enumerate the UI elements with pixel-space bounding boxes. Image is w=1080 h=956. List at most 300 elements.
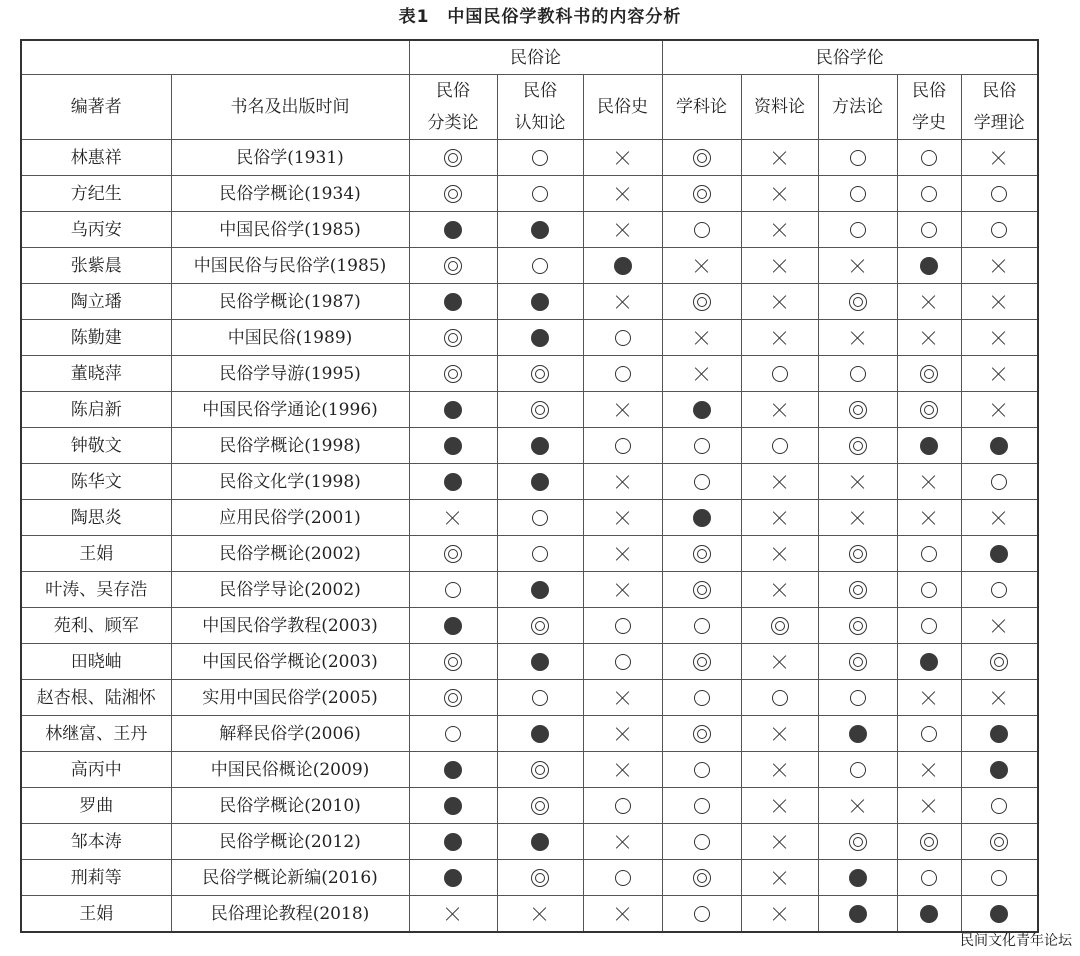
cross-icon xyxy=(616,691,630,705)
mark-cell xyxy=(409,320,497,356)
cross-icon xyxy=(773,655,787,669)
cross-icon xyxy=(773,475,787,489)
table-row xyxy=(21,284,1038,320)
open-circle-icon xyxy=(694,762,710,778)
mark-cell xyxy=(897,644,961,680)
open-circle-icon xyxy=(615,618,631,634)
mark-cell xyxy=(409,572,497,608)
author-cell: 陶思炎 xyxy=(21,500,171,536)
cross-icon xyxy=(922,799,936,813)
mark-cell xyxy=(897,392,961,428)
mark-cell xyxy=(409,752,497,788)
table-row xyxy=(21,788,1038,824)
table-row xyxy=(21,680,1038,716)
mark-cell xyxy=(897,140,961,176)
book-cell: 中国民俗学概论(2003) xyxy=(171,644,409,680)
double-circle-icon xyxy=(990,833,1008,851)
book-cell: 民俗学(1931) xyxy=(171,140,409,176)
author-cell: 赵杏根、陆湘怀 xyxy=(21,680,171,716)
book-cell: 民俗学概论新编(2016) xyxy=(171,860,409,896)
mark-cell xyxy=(741,320,818,356)
mark-cell xyxy=(818,248,897,284)
mark-cell xyxy=(497,212,583,248)
mark-cell xyxy=(961,896,1038,933)
mark-cell xyxy=(818,356,897,392)
open-circle-icon xyxy=(694,690,710,706)
open-circle-icon xyxy=(850,690,866,706)
mark-cell xyxy=(409,644,497,680)
author-cell: 林继富、王丹 xyxy=(21,716,171,752)
cross-icon xyxy=(773,511,787,525)
mark-cell xyxy=(497,860,583,896)
cross-icon xyxy=(773,871,787,885)
open-circle-icon xyxy=(991,474,1007,490)
open-circle-icon xyxy=(772,438,788,454)
mark-cell xyxy=(818,716,897,752)
table-row xyxy=(21,572,1038,608)
double-circle-icon xyxy=(444,545,462,563)
mark-cell xyxy=(409,608,497,644)
open-circle-icon xyxy=(850,762,866,778)
filled-circle-icon xyxy=(531,725,549,743)
cross-icon xyxy=(773,799,787,813)
book-cell: 民俗学导游(1995) xyxy=(171,356,409,392)
open-circle-icon xyxy=(615,330,631,346)
mark-cell xyxy=(818,752,897,788)
cross-icon xyxy=(616,511,630,525)
mark-cell xyxy=(741,536,818,572)
open-circle-icon xyxy=(921,546,937,562)
open-circle-icon xyxy=(532,258,548,274)
double-circle-icon xyxy=(920,365,938,383)
double-circle-icon xyxy=(849,293,867,311)
open-circle-icon xyxy=(850,186,866,202)
mark-cell xyxy=(897,572,961,608)
mark-cell xyxy=(818,212,897,248)
author-cell: 叶涛、吴存浩 xyxy=(21,572,171,608)
mark-cell xyxy=(662,176,741,212)
author-cell: 张紫晨 xyxy=(21,248,171,284)
cross-icon xyxy=(773,331,787,345)
mark-cell xyxy=(961,320,1038,356)
cross-icon xyxy=(992,295,1006,309)
filled-circle-icon xyxy=(444,761,462,779)
author-cell: 林惠祥 xyxy=(21,140,171,176)
mark-cell xyxy=(961,284,1038,320)
book-cell: 中国民俗概论(2009) xyxy=(171,752,409,788)
filled-circle-icon xyxy=(531,329,549,347)
mark-cell xyxy=(961,680,1038,716)
open-circle-icon xyxy=(694,798,710,814)
book-cell: 中国民俗学教程(2003) xyxy=(171,608,409,644)
cross-icon xyxy=(922,295,936,309)
mark-cell xyxy=(818,788,897,824)
mark-cell xyxy=(497,320,583,356)
mark-cell xyxy=(961,788,1038,824)
mark-cell xyxy=(409,716,497,752)
mark-cell xyxy=(741,356,818,392)
mark-cell xyxy=(497,428,583,464)
book-cell: 中国民俗与民俗学(1985) xyxy=(171,248,409,284)
double-circle-icon xyxy=(693,293,711,311)
mark-cell xyxy=(662,464,741,500)
open-circle-icon xyxy=(615,438,631,454)
mark-cell xyxy=(961,536,1038,572)
mark-cell xyxy=(741,860,818,896)
mark-cell xyxy=(662,572,741,608)
double-circle-icon xyxy=(849,545,867,563)
group-header-right: 民俗学伦 xyxy=(662,40,1038,75)
open-circle-icon xyxy=(850,222,866,238)
mark-cell xyxy=(583,428,662,464)
column-header-3 xyxy=(662,75,741,140)
mark-cell xyxy=(497,824,583,860)
open-circle-icon xyxy=(921,186,937,202)
filled-circle-icon xyxy=(849,905,867,923)
column-header-line: 方法论 xyxy=(832,97,884,117)
cross-icon xyxy=(992,691,1006,705)
filled-circle-icon xyxy=(531,437,549,455)
mark-cell xyxy=(662,212,741,248)
double-circle-icon xyxy=(920,401,938,419)
mark-cell xyxy=(741,212,818,248)
mark-cell xyxy=(409,680,497,716)
author-cell: 王娟 xyxy=(21,896,171,933)
cross-icon xyxy=(695,367,709,381)
mark-cell xyxy=(409,536,497,572)
mark-cell xyxy=(818,320,897,356)
mark-cell xyxy=(961,464,1038,500)
double-circle-icon xyxy=(849,617,867,635)
filled-circle-icon xyxy=(444,797,462,815)
mark-cell xyxy=(897,284,961,320)
cross-icon xyxy=(992,403,1006,417)
mark-cell xyxy=(583,752,662,788)
open-circle-icon xyxy=(532,690,548,706)
column-header-line: 民俗史 xyxy=(597,97,648,117)
double-circle-icon xyxy=(531,761,549,779)
author-cell: 陈启新 xyxy=(21,392,171,428)
cross-icon xyxy=(533,907,547,921)
mark-cell xyxy=(818,824,897,860)
content-analysis-table xyxy=(20,39,1039,933)
mark-cell xyxy=(741,788,818,824)
double-circle-icon xyxy=(771,617,789,635)
filled-circle-icon xyxy=(531,581,549,599)
filled-circle-icon xyxy=(444,833,462,851)
mark-cell xyxy=(497,176,583,212)
open-circle-icon xyxy=(694,618,710,634)
mark-cell xyxy=(662,716,741,752)
mark-cell xyxy=(818,464,897,500)
column-header-line: 学史 xyxy=(912,113,947,133)
mark-cell xyxy=(662,896,741,933)
filled-circle-icon xyxy=(444,221,462,239)
table-row xyxy=(21,428,1038,464)
mark-cell xyxy=(662,788,741,824)
open-circle-icon xyxy=(532,546,548,562)
mark-cell xyxy=(897,248,961,284)
mark-cell xyxy=(583,716,662,752)
mark-cell xyxy=(961,644,1038,680)
double-circle-icon xyxy=(531,797,549,815)
mark-cell xyxy=(741,176,818,212)
mark-cell xyxy=(818,536,897,572)
mark-cell xyxy=(741,680,818,716)
cross-icon xyxy=(616,295,630,309)
mark-cell xyxy=(741,500,818,536)
mark-cell xyxy=(409,824,497,860)
column-header-line: 资料论 xyxy=(754,97,806,117)
column-header-line: 民俗 xyxy=(982,81,1017,101)
mark-cell xyxy=(583,644,662,680)
double-circle-icon xyxy=(444,185,462,203)
filled-circle-icon xyxy=(920,905,938,923)
table-row xyxy=(21,716,1038,752)
filled-circle-icon xyxy=(990,437,1008,455)
double-circle-icon xyxy=(531,869,549,887)
author-cell: 罗曲 xyxy=(21,788,171,824)
mark-cell xyxy=(818,428,897,464)
table-row xyxy=(21,464,1038,500)
filled-circle-icon xyxy=(693,401,711,419)
filled-circle-icon xyxy=(614,257,632,275)
open-circle-icon xyxy=(694,906,710,922)
cross-icon xyxy=(773,763,787,777)
mark-cell xyxy=(497,464,583,500)
table-row xyxy=(21,608,1038,644)
mark-cell xyxy=(897,500,961,536)
book-cell: 民俗学概论(1998) xyxy=(171,428,409,464)
mark-cell xyxy=(818,392,897,428)
mark-cell xyxy=(741,716,818,752)
double-circle-icon xyxy=(693,869,711,887)
filled-circle-icon xyxy=(444,401,462,419)
mark-cell xyxy=(961,500,1038,536)
open-circle-icon xyxy=(532,510,548,526)
open-circle-icon xyxy=(445,582,461,598)
author-cell: 田晓岫 xyxy=(21,644,171,680)
mark-cell xyxy=(961,212,1038,248)
mark-cell xyxy=(583,608,662,644)
book-cell: 中国民俗学通论(1996) xyxy=(171,392,409,428)
header-book: 书名及出版时间 xyxy=(171,75,409,140)
mark-cell xyxy=(961,860,1038,896)
column-header-line: 民俗 xyxy=(912,81,947,101)
column-header-line: 分类论 xyxy=(427,113,479,133)
filled-circle-icon xyxy=(531,653,549,671)
mark-cell xyxy=(897,464,961,500)
mark-cell xyxy=(409,284,497,320)
table-row xyxy=(21,212,1038,248)
mark-cell xyxy=(497,284,583,320)
open-circle-icon xyxy=(445,726,461,742)
double-circle-icon xyxy=(531,401,549,419)
mark-cell xyxy=(583,356,662,392)
double-circle-icon xyxy=(849,833,867,851)
open-circle-icon xyxy=(615,366,631,382)
mark-cell xyxy=(497,500,583,536)
open-circle-icon xyxy=(921,726,937,742)
mark-cell xyxy=(897,608,961,644)
mark-cell xyxy=(497,140,583,176)
cross-icon xyxy=(773,547,787,561)
table-caption: 中国民俗学教科书的内容分析 xyxy=(447,7,682,27)
filled-circle-icon xyxy=(531,473,549,491)
column-header-2 xyxy=(583,75,662,140)
filled-circle-icon xyxy=(444,869,462,887)
filled-circle-icon xyxy=(920,653,938,671)
author-cell: 陈勤建 xyxy=(21,320,171,356)
open-circle-icon xyxy=(921,150,937,166)
author-cell: 苑利、顾军 xyxy=(21,608,171,644)
column-header-7 xyxy=(961,75,1038,140)
author-cell: 陈华文 xyxy=(21,464,171,500)
mark-cell xyxy=(583,284,662,320)
cross-icon xyxy=(695,331,709,345)
mark-cell xyxy=(818,284,897,320)
filled-circle-icon xyxy=(990,725,1008,743)
double-circle-icon xyxy=(444,365,462,383)
author-cell: 钟敬文 xyxy=(21,428,171,464)
book-cell: 民俗学概论(1987) xyxy=(171,284,409,320)
mark-cell xyxy=(741,392,818,428)
cross-icon xyxy=(922,475,936,489)
cross-icon xyxy=(773,295,787,309)
open-circle-icon xyxy=(772,366,788,382)
table-row xyxy=(21,140,1038,176)
mark-cell xyxy=(961,392,1038,428)
filled-circle-icon xyxy=(444,437,462,455)
cross-icon xyxy=(616,223,630,237)
book-cell: 民俗文化学(1998) xyxy=(171,464,409,500)
column-header-line: 民俗 xyxy=(436,81,470,101)
group-header-left: 民俗论 xyxy=(409,40,662,75)
book-cell: 民俗学导论(2002) xyxy=(171,572,409,608)
mark-cell xyxy=(583,392,662,428)
open-circle-icon xyxy=(772,690,788,706)
open-circle-icon xyxy=(991,222,1007,238)
book-cell: 民俗学概论(2010) xyxy=(171,788,409,824)
filled-circle-icon xyxy=(531,293,549,311)
double-circle-icon xyxy=(693,185,711,203)
column-header-line: 民俗 xyxy=(523,81,557,101)
column-header-line: 学理论 xyxy=(973,113,1025,133)
cross-icon xyxy=(992,511,1006,525)
open-circle-icon xyxy=(991,798,1007,814)
double-circle-icon xyxy=(531,617,549,635)
mark-cell xyxy=(583,500,662,536)
mark-cell xyxy=(961,824,1038,860)
mark-cell xyxy=(741,896,818,933)
mark-cell xyxy=(583,788,662,824)
mark-cell xyxy=(583,320,662,356)
mark-cell xyxy=(583,212,662,248)
column-header-6 xyxy=(897,75,961,140)
mark-cell xyxy=(741,140,818,176)
table-label: 表1 xyxy=(398,7,430,27)
table-title xyxy=(0,4,1080,30)
double-circle-icon xyxy=(444,329,462,347)
mark-cell xyxy=(583,572,662,608)
table-row xyxy=(21,500,1038,536)
cross-icon xyxy=(851,259,865,273)
table-row xyxy=(21,644,1038,680)
cross-icon xyxy=(695,259,709,273)
open-circle-icon xyxy=(921,618,937,634)
mark-cell xyxy=(497,356,583,392)
open-circle-icon xyxy=(615,798,631,814)
open-circle-icon xyxy=(921,870,937,886)
cross-icon xyxy=(851,511,865,525)
open-circle-icon xyxy=(615,870,631,886)
book-cell: 中国民俗(1989) xyxy=(171,320,409,356)
mark-cell xyxy=(662,140,741,176)
author-cell: 乌丙安 xyxy=(21,212,171,248)
cross-icon xyxy=(616,187,630,201)
mark-cell xyxy=(961,140,1038,176)
cross-icon xyxy=(773,835,787,849)
mark-cell xyxy=(897,788,961,824)
mark-cell xyxy=(497,788,583,824)
table-row xyxy=(21,392,1038,428)
mark-cell xyxy=(662,392,741,428)
filled-circle-icon xyxy=(849,725,867,743)
open-circle-icon xyxy=(921,222,937,238)
table-row xyxy=(21,176,1038,212)
mark-cell xyxy=(497,248,583,284)
cross-icon xyxy=(616,727,630,741)
book-cell: 实用中国民俗学(2005) xyxy=(171,680,409,716)
mark-cell xyxy=(497,644,583,680)
mark-cell xyxy=(961,356,1038,392)
mark-cell xyxy=(662,500,741,536)
mark-cell xyxy=(961,608,1038,644)
filled-circle-icon xyxy=(693,509,711,527)
mark-cell xyxy=(583,896,662,933)
book-cell: 民俗学概论(2002) xyxy=(171,536,409,572)
mark-cell xyxy=(662,284,741,320)
double-circle-icon xyxy=(849,401,867,419)
double-circle-icon xyxy=(990,653,1008,671)
mark-cell xyxy=(662,680,741,716)
mark-cell xyxy=(897,176,961,212)
cross-icon xyxy=(773,223,787,237)
mark-cell xyxy=(583,860,662,896)
mark-cell xyxy=(897,860,961,896)
mark-cell xyxy=(662,824,741,860)
mark-cell xyxy=(961,752,1038,788)
cross-icon xyxy=(922,691,936,705)
cross-icon xyxy=(922,511,936,525)
mark-cell xyxy=(741,464,818,500)
cross-icon xyxy=(446,907,460,921)
double-circle-icon xyxy=(444,653,462,671)
cross-icon xyxy=(773,727,787,741)
cross-icon xyxy=(616,835,630,849)
table-row xyxy=(21,752,1038,788)
mark-cell xyxy=(583,248,662,284)
mark-cell xyxy=(409,212,497,248)
author-cell: 方纪生 xyxy=(21,176,171,212)
mark-cell xyxy=(741,752,818,788)
author-cell: 王娟 xyxy=(21,536,171,572)
double-circle-icon xyxy=(693,545,711,563)
filled-circle-icon xyxy=(531,833,549,851)
filled-circle-icon xyxy=(990,545,1008,563)
filled-circle-icon xyxy=(849,869,867,887)
double-circle-icon xyxy=(444,149,462,167)
